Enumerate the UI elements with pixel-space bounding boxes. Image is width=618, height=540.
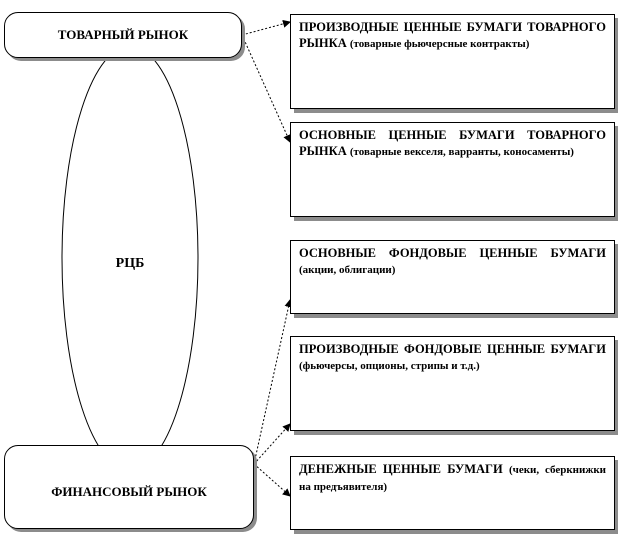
commodity-market-label: ТОВАРНЫЙ РЫНОК: [57, 27, 189, 42]
financial-market-label: ФИНАНСОВЫЙ РЫНОК: [51, 484, 207, 499]
box-note: (чеки, сберкнижки на предъявителя): [299, 464, 607, 493]
box-title: ДЕНЕЖНЫЕ ЦЕННЫЕ БУМАГИ: [299, 462, 503, 476]
basic-stock-securities-box: [290, 240, 615, 314]
commodity-market-box: [4, 12, 242, 58]
box-note: (товарные векселя, варранты, коносаменты): [349, 146, 574, 158]
box-title: ПРОИЗВОДНЫЕ ФОНДОВЫЕ ЦЕННЫЕ БУМАГИ: [299, 342, 606, 356]
commodity-basic-securities-box: [290, 122, 615, 217]
box-title: ОСНОВНЫЕ ФОНДОВЫЕ ЦЕННЫЕ БУМАГИ: [299, 246, 606, 260]
arrow-to-box-2: [242, 35, 290, 142]
financial-market-box: [4, 445, 254, 529]
money-securities-box: [290, 456, 615, 530]
arrow-to-box-3: [254, 300, 290, 464]
arrow-to-box-4: [254, 424, 290, 464]
box-note: (фьючерсы, опционы, стрипы и т.д.): [299, 360, 480, 372]
arrow-to-box-1: [242, 22, 290, 35]
commodity-derivatives-box: [290, 14, 615, 109]
box-note: (акции, облигации): [299, 264, 396, 276]
box-title: ОСНОВНЫЕ ЦЕННЫЕ БУМАГИ ТОВАРНОГО РЫНКА: [299, 128, 606, 158]
box-note: (товарные фьючерсные контракты): [349, 38, 530, 50]
box-title: ПРОИЗВОДНЫЕ ЦЕННЫЕ БУМАГИ ТОВАРНОГО РЫНКА: [299, 20, 606, 50]
stock-derivatives-box: [290, 336, 615, 431]
rcb-label: РЦБ: [115, 256, 145, 271]
arrow-to-box-5: [254, 464, 290, 496]
